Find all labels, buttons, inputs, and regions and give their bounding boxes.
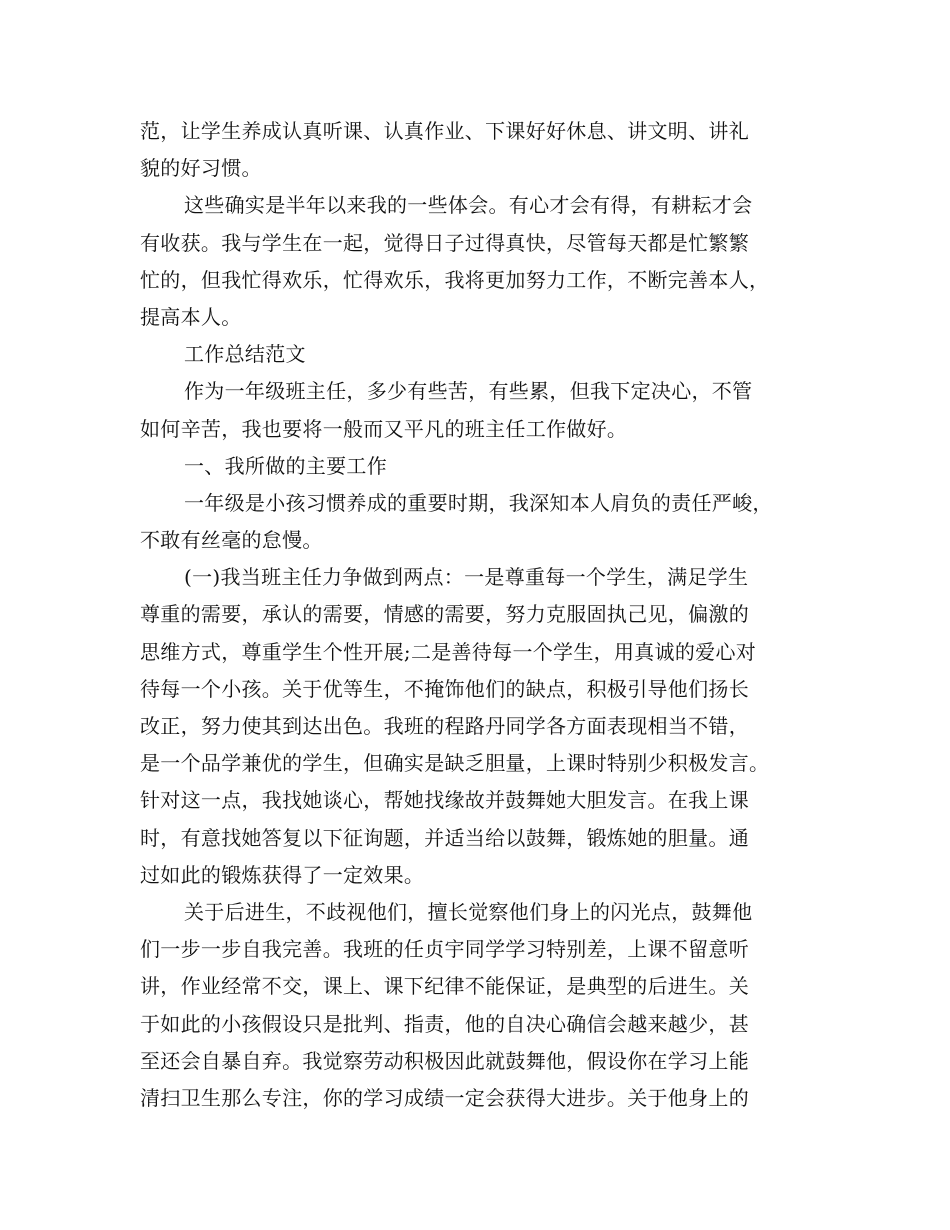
text-line: 有收获。我与学生在一起，觉得日子过得真快，尽管每天都是忙繁繁 <box>140 230 749 255</box>
text-line: 一年级是小孩习惯养成的重要时期，我深知本人肩负的责任严峻， <box>184 490 773 515</box>
text-line: 思维方式，尊重学生个性开展;二是善待每一个学生，用真诚的爱心对 <box>140 639 757 664</box>
text-line: 一、我所做的主要工作 <box>184 453 387 478</box>
text-line: 待每一个小孩。关于优等生，不掩饰他们的缺点，积极引导他们扬长 <box>140 676 749 701</box>
text-line: 于如此的小孩假设只是批判、指责，他的自决心确信会越来越少，甚 <box>140 1011 749 1036</box>
text-line: 如何辛苦，我也要将一般而又平凡的班主任工作做好。 <box>140 416 628 441</box>
text-line: 改正，努力使其到达出色。我班的程路丹同学各方面表现相当不错， <box>140 714 749 738</box>
text-line: 过如此的锻炼获得了一定效果。 <box>140 862 425 887</box>
text-line: 针对这一点，我找她谈心，帮她找缘故并鼓舞她大胆发言。在我上课 <box>140 788 749 813</box>
text-line: 不敢有丝毫的怠慢。 <box>140 528 323 553</box>
text-line: 范，让学生养成认真听课、认真作业、下课好好休息、讲文明、讲礼 <box>140 119 749 143</box>
text-line: 作为一年级班主任，多少有些苦，有些累，但我下定决心，不管 <box>184 379 753 404</box>
text-line: 时，有意找她答复以下征询题，并适当给以鼓舞，锻炼她的胆量。通 <box>140 825 749 850</box>
text-line: 们一步一步自我完善。我班的任贞宇同学学习特别差，上课不留意听 <box>140 937 749 962</box>
text-line: 关于后进生，不歧视他们，擅长觉察他们身上的闪光点，鼓舞他 <box>184 899 753 924</box>
text-line: 清扫卫生那么专注，你的学习成绩一定会获得大进步。关于他身上的 <box>140 1085 749 1110</box>
document-body <box>140 113 820 1117</box>
text-line: 至还会自暴自弃。我觉察劳动积极因此就鼓舞他，假设你在学习上能 <box>140 1048 749 1073</box>
text-line: 是一个品学兼优的学生，但确实是缺乏胆量，上课时特别少积极发言。 <box>140 751 770 776</box>
text-line: 貌的好习惯。 <box>140 156 262 181</box>
text-line: 工作总结范文 <box>184 342 306 367</box>
text-line: 这些确实是半年以来我的一些体会。有心才会有得，有耕耘才会 <box>184 193 753 218</box>
text-line: 忙的，但我忙得欢乐，忙得欢乐，我将更加努力工作，不断完善本人， <box>140 267 770 292</box>
text-line: 提高本人。 <box>140 304 242 329</box>
text-line: 讲，作业经常不交，课上、课下纪律不能保证，是典型的后进生。关 <box>140 974 749 999</box>
text-line: (一)我当班主任力争做到两点：一是尊重每一个学生，满足学生 <box>184 565 749 590</box>
text-line: 尊重的需要，承认的需要，情感的需要，努力克服固执己见，偏激的 <box>140 602 749 627</box>
